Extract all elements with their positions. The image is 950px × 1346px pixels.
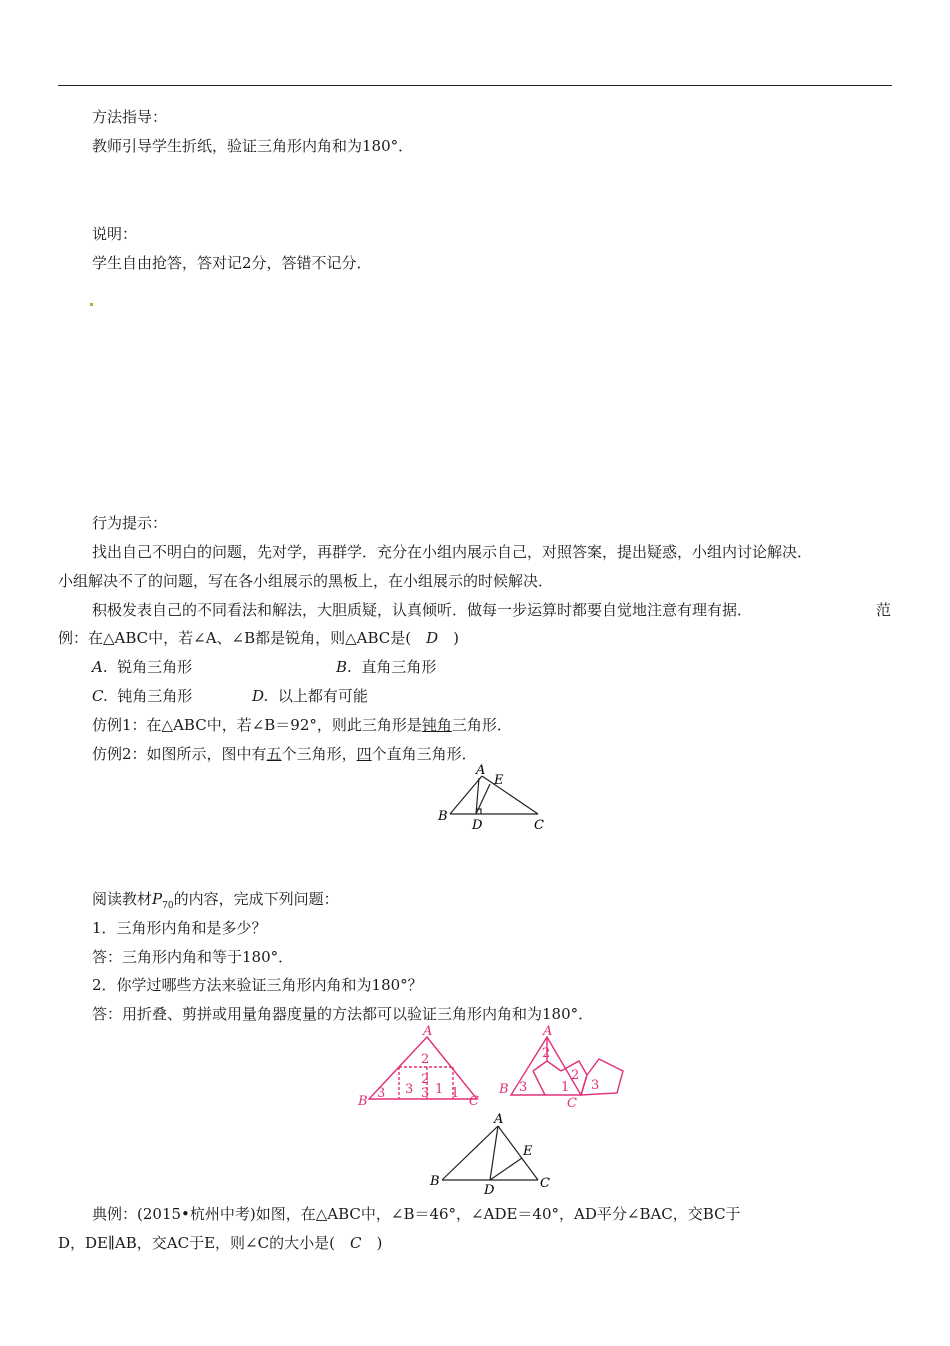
- reading-intro-tail: 的内容，完成下列问题：: [173, 890, 339, 908]
- reading-intro: [92, 889, 339, 916]
- option-a-key: A.: [92, 658, 108, 676]
- option-c-key: C.: [92, 687, 108, 705]
- question-1: 1．三角形内角和是多少？: [92, 919, 267, 937]
- fig1-label-c: C: [534, 818, 544, 833]
- angle-sum-figure-pink: [355, 1025, 630, 1110]
- fig1-label-a: A: [476, 763, 486, 778]
- fig3-side-ab: [442, 1126, 498, 1180]
- fig2-right-label-c: C: [567, 1096, 577, 1111]
- example-question-text: 例：在△ABC中，若∠A、∠B都是锐角，则△ABC是(: [58, 629, 427, 647]
- fig2-left-label-a: A: [423, 1024, 433, 1039]
- typical-example-line1: 典例：(2015•杭州中考)如图，在△ABC中，∠B＝46°，∠ADE＝40°，AD平分∠BAC，交BC于: [92, 1205, 741, 1223]
- typical-example-line2-text: D，DE∥AB，交AC于E，则∠C的大小是(: [58, 1234, 350, 1252]
- reading-page-number: 70: [162, 901, 174, 911]
- fig1-label-d: D: [472, 818, 483, 833]
- fig3-bisector-ad: [490, 1126, 498, 1180]
- header-rule: [58, 85, 892, 86]
- behavior-p2-tail: 范: [876, 601, 892, 619]
- fig2-left-num-3b: 3: [405, 1082, 414, 1097]
- typical-example-close: ): [361, 1234, 383, 1252]
- pentagon-piece: [581, 1059, 623, 1095]
- question-2: 2．你学过哪些方法来验证三角形内角和为180°？: [92, 976, 423, 994]
- example-answer: D: [426, 629, 439, 647]
- fig2-right-num-1: 1: [561, 1080, 570, 1095]
- follow-example-1: [92, 715, 512, 735]
- example-question-close: ): [438, 629, 460, 647]
- follow-example-2-mid: 个三角形，: [281, 745, 357, 763]
- option-b-key: B.: [336, 658, 352, 676]
- cut-line-left: [533, 1071, 545, 1095]
- option-c-text: 钝角三角形: [117, 687, 193, 705]
- triangle-figure-3: [428, 1112, 558, 1198]
- fig2-right-num-2: 2: [542, 1046, 551, 1061]
- follow-example-1-answer: 钝角: [421, 716, 452, 734]
- typical-example-answer: C: [349, 1234, 362, 1252]
- reading-intro-text: 阅读教材: [92, 890, 153, 908]
- reading-page-letter: P: [152, 890, 163, 908]
- option-a-text: 锐角三角形: [117, 658, 193, 676]
- follow-example-2: [92, 744, 477, 764]
- behavior-heading: 行为提示：: [92, 514, 168, 532]
- fig3-segment-de: [490, 1158, 522, 1180]
- example-question: [58, 628, 459, 648]
- option-d: [252, 686, 368, 706]
- option-d-text: 以上都有可能: [277, 687, 368, 705]
- fig2-left-num-1a: 1: [435, 1082, 444, 1097]
- behavior-p2-line1: 积极发表自己的不同看法和解法，大胆质疑，认真倾听．做每一步运算时都要自觉地注意有理有据．: [92, 601, 753, 619]
- fig2-right-num-2b: 2: [571, 1068, 580, 1083]
- follow-example-1-text: 仿例1：在△ABC中，若∠B＝92°，则此三角形是: [92, 716, 422, 734]
- follow-example-2-answer-2: 四: [356, 745, 372, 763]
- note-heading: 说明：: [92, 225, 138, 243]
- option-a: [92, 657, 192, 677]
- follow-example-2-text: 仿例2：如图所示，图中有: [92, 745, 267, 763]
- triangle-figure-1: [430, 762, 560, 834]
- fig3-label-b: B: [430, 1174, 440, 1189]
- follow-example-2-answer-1: 五: [266, 745, 282, 763]
- method-heading: 方法指导：: [92, 108, 168, 126]
- behavior-p1-line2: 小组解决不了的问题，写在各小组展示的黑板上，在小组展示的时候解决．: [58, 572, 554, 590]
- method-text: 教师引导学生折纸，验证三角形内角和为180°．: [92, 137, 414, 155]
- follow-example-1-tail: 三角形．: [451, 716, 512, 734]
- fig3-label-c: C: [540, 1176, 550, 1191]
- fig2-left-num-3a: 3: [377, 1086, 386, 1101]
- fig2-right-num-3b: 3: [591, 1078, 600, 1093]
- fig1-label-b: B: [438, 809, 448, 824]
- fig1-side-ac: [482, 776, 538, 814]
- option-b: [336, 657, 436, 677]
- behavior-p1-line1: 找出自己不明白的问题，先对学，再群学．充分在小组内展示自己，对照答案，提出疑惑，小组内讨论解决．: [92, 543, 813, 561]
- fig3-label-e: E: [523, 1144, 533, 1159]
- fig2-left-label-b: B: [358, 1094, 368, 1109]
- answer-1: 答：三角形内角和等于180°．: [92, 948, 294, 966]
- option-b-text: 直角三角形: [361, 658, 437, 676]
- fig2-left-num-3c: 3: [421, 1086, 430, 1101]
- answer-2: 答：用折叠、剪拼或用量角器度量的方法都可以验证三角形内角和为180°．: [92, 1005, 594, 1023]
- fig2-right-label-a: A: [543, 1024, 553, 1039]
- fig2-left-num-1b: 1: [451, 1086, 460, 1101]
- fig2-left-label-c: C: [469, 1094, 479, 1109]
- fig2-left-num-2b: 2: [421, 1072, 430, 1087]
- cut-line-top: [533, 1061, 561, 1071]
- note-text: 学生自由抢答，答对记2分，答错不记分．: [92, 254, 372, 272]
- fig2-right-label-b: B: [499, 1082, 509, 1097]
- fig2-left-num-2: 2: [421, 1052, 430, 1067]
- fig3-label-d: D: [484, 1183, 495, 1198]
- fig2-right-num-3: 3: [519, 1080, 528, 1095]
- speck-mark: [90, 303, 93, 306]
- follow-example-2-tail: 个直角三角形．: [371, 745, 477, 763]
- option-d-key: D.: [252, 687, 269, 705]
- option-c: [92, 686, 192, 706]
- typical-example-line2: [58, 1233, 382, 1253]
- fig1-label-e: E: [494, 773, 504, 788]
- fig3-label-a: A: [494, 1112, 504, 1127]
